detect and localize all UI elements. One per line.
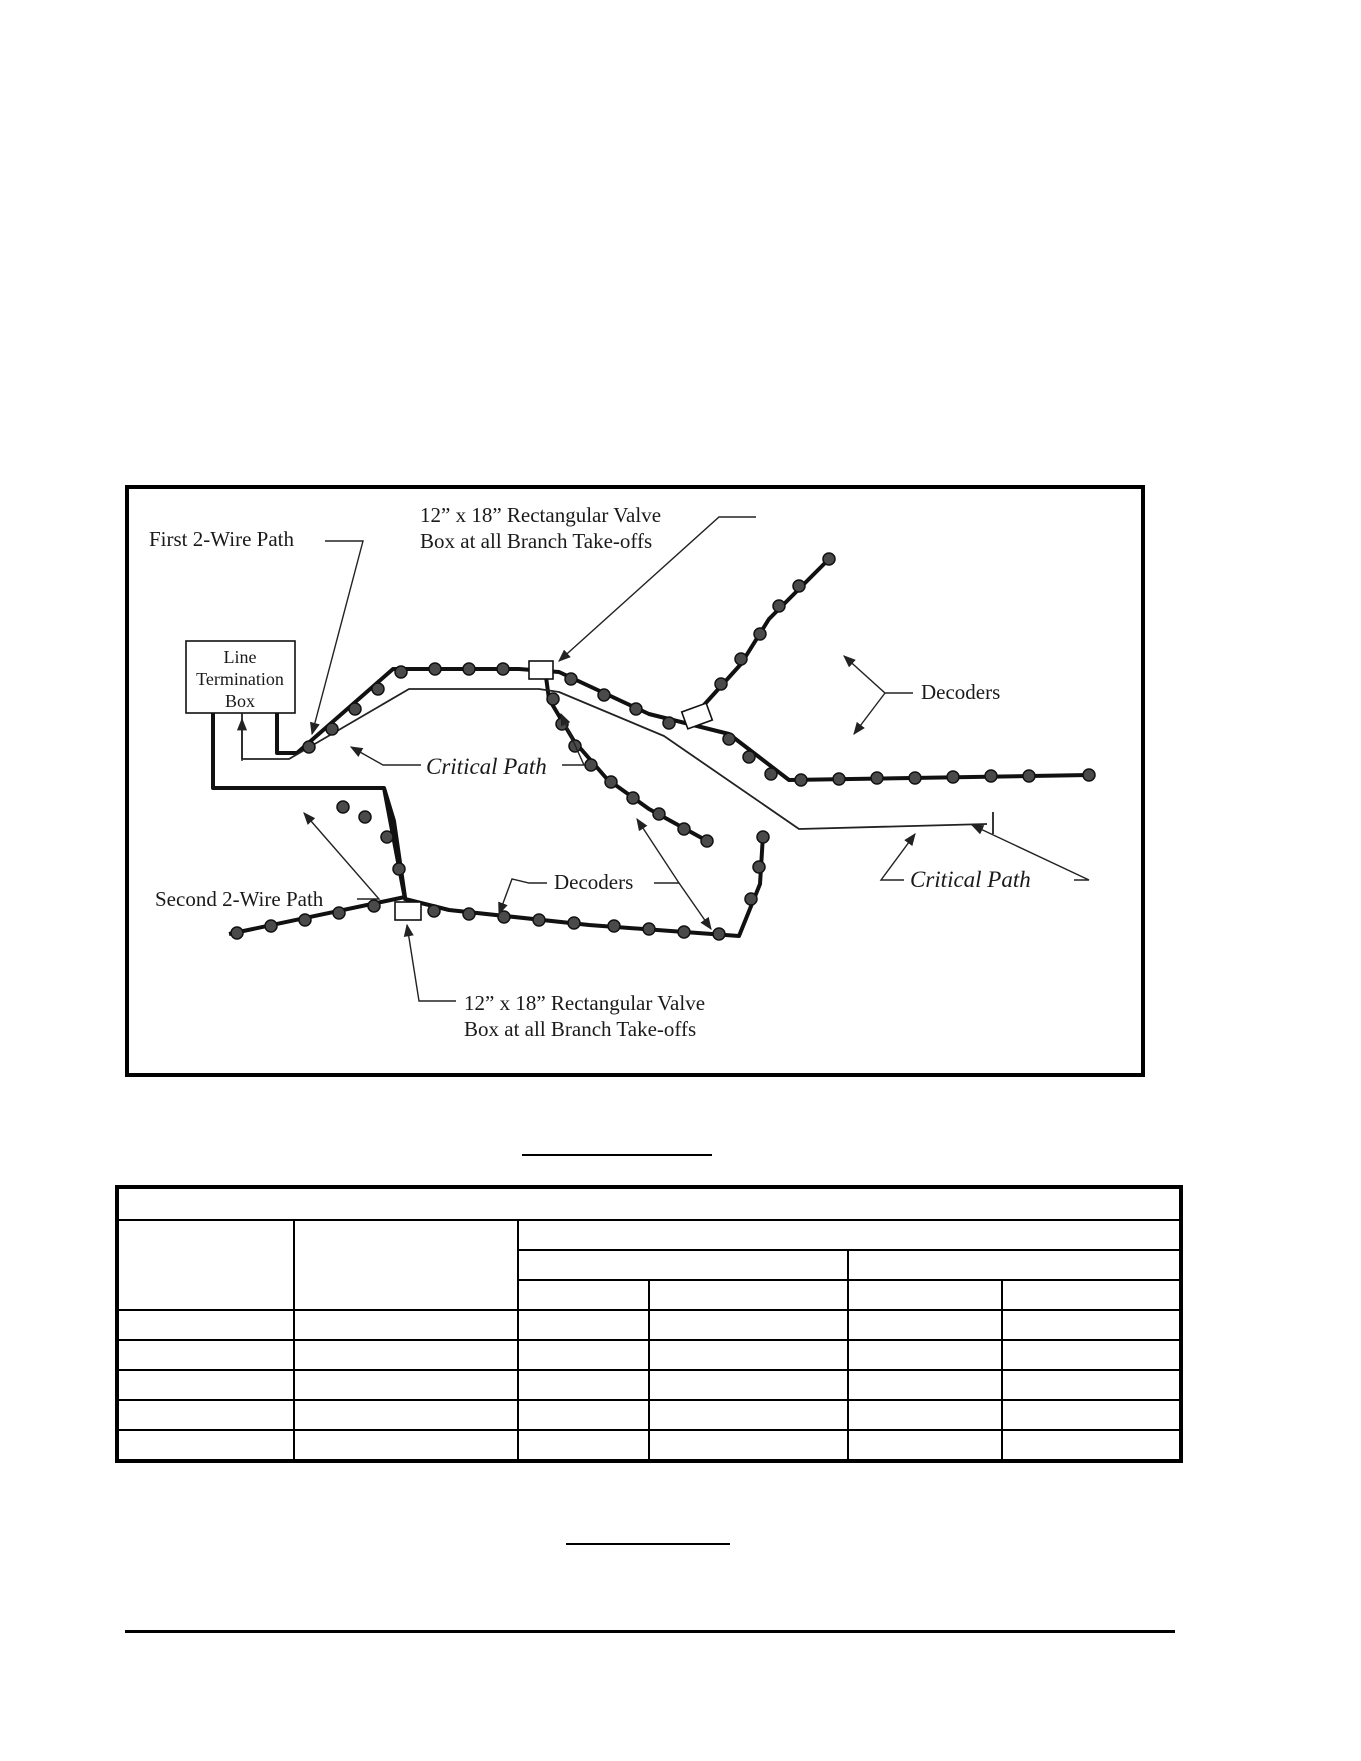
leader-decoders-bottom-2	[637, 819, 679, 883]
footer-rule	[125, 1630, 1175, 1633]
table-cell	[848, 1370, 1003, 1400]
table-header-cell	[848, 1280, 1003, 1310]
table-cell	[649, 1340, 848, 1370]
table-cell	[1002, 1430, 1181, 1461]
first-path-label: First 2-Wire Path	[149, 527, 294, 551]
two-wire-layout-diagram	[129, 489, 1141, 1073]
decoder	[368, 900, 380, 912]
decoder	[428, 905, 440, 917]
table-cell	[848, 1340, 1003, 1370]
table-header-cell	[649, 1280, 848, 1310]
table-cell	[848, 1310, 1003, 1340]
decoder	[627, 792, 639, 804]
table-header-cell	[518, 1220, 1181, 1250]
valve-box-1	[529, 661, 553, 679]
decoder	[349, 703, 361, 715]
second-path-label: Second 2-Wire Path	[155, 887, 324, 911]
table-cell	[1002, 1400, 1181, 1430]
table-cell	[117, 1400, 294, 1430]
table-title-row	[117, 1187, 1181, 1220]
decoder	[773, 600, 785, 612]
decoder	[985, 770, 997, 782]
ltb-label-3: Box	[224, 691, 256, 711]
table-header-cell	[518, 1250, 847, 1280]
decoder	[605, 776, 617, 788]
table-row	[117, 1400, 1181, 1430]
decoder	[1023, 770, 1035, 782]
decoder	[871, 772, 883, 784]
decoder	[333, 907, 345, 919]
decoder	[565, 673, 577, 685]
decoder	[947, 771, 959, 783]
table-row	[117, 1310, 1181, 1340]
table-cell	[294, 1430, 519, 1461]
table-cell	[649, 1310, 848, 1340]
table-cell	[649, 1370, 848, 1400]
valve-box-top-label-2: Box at all Branch Take-offs	[420, 529, 653, 553]
table-row	[117, 1340, 1181, 1370]
valve-box-2	[682, 703, 713, 729]
decoder	[326, 723, 338, 735]
decoder	[795, 774, 807, 786]
decoder	[643, 923, 655, 935]
second-path-main-run	[384, 788, 763, 936]
table-cell	[518, 1400, 648, 1430]
leader-critical-1-right	[561, 714, 584, 765]
table-cell	[1002, 1310, 1181, 1340]
table-row	[117, 1430, 1181, 1461]
decoder	[753, 861, 765, 873]
decoder	[429, 663, 441, 675]
decoder	[381, 831, 393, 843]
table-cell	[518, 1310, 648, 1340]
table-cell	[294, 1310, 519, 1340]
decoder	[678, 926, 690, 938]
decoder	[547, 693, 559, 705]
decoder	[598, 689, 610, 701]
table-cell	[1002, 1370, 1181, 1400]
decoder	[663, 717, 675, 729]
decoder	[630, 703, 642, 715]
ltb-label-2: Termination	[196, 669, 284, 689]
decoder	[793, 580, 805, 592]
table-header-cell	[518, 1280, 648, 1310]
decoder	[909, 772, 921, 784]
leader-decoders-right-1	[844, 656, 913, 693]
table-cell	[294, 1370, 519, 1400]
data-table	[115, 1185, 1183, 1463]
table-cell	[294, 1340, 519, 1370]
decoder	[608, 920, 620, 932]
table-cell	[848, 1430, 1003, 1461]
decoder	[723, 733, 735, 745]
table-cell	[649, 1430, 848, 1461]
table-cell	[518, 1430, 648, 1461]
diagram-frame	[125, 485, 1145, 1077]
decoder	[678, 823, 690, 835]
decoder	[823, 553, 835, 565]
decoders-right-label: Decoders	[921, 680, 1001, 704]
decoder	[757, 831, 769, 843]
decoder	[765, 768, 777, 780]
leader-critical-1-left	[351, 747, 421, 765]
table-header-cell	[1002, 1280, 1181, 1310]
table-cell	[518, 1340, 648, 1370]
valve-box-bottom-label-2: Box at all Branch Take-offs	[464, 1017, 697, 1041]
figure-caption-underline	[522, 1154, 712, 1156]
table-cell	[518, 1370, 648, 1400]
table-title-cell	[117, 1187, 1181, 1220]
decoder	[463, 908, 475, 920]
decoder	[833, 773, 845, 785]
decoder	[1083, 769, 1095, 781]
table-header-cell	[117, 1220, 294, 1310]
decoder	[533, 914, 545, 926]
critical-path-label-2: Critical Path	[910, 867, 1031, 892]
table-header-cell	[294, 1220, 519, 1310]
decoder	[568, 917, 580, 929]
decoder	[372, 683, 384, 695]
decoder	[715, 678, 727, 690]
table-cell	[117, 1310, 294, 1340]
decoder	[653, 808, 665, 820]
decoders-bottom-label: Decoders	[554, 870, 634, 894]
decoder	[463, 663, 475, 675]
table-header-row	[117, 1220, 1181, 1250]
leaders-group	[242, 517, 1089, 1001]
leader-decoders-bottom-3	[679, 883, 711, 929]
decoder	[585, 759, 597, 771]
decoder	[745, 893, 757, 905]
table-header-cell	[848, 1250, 1181, 1280]
valve-box-bottom-label-1: 12” x 18” Rectangular Valve	[464, 991, 706, 1015]
table-cell	[294, 1400, 519, 1430]
decoder	[265, 920, 277, 932]
decoder	[395, 666, 407, 678]
decoder	[743, 751, 755, 763]
table-cell	[117, 1340, 294, 1370]
decoder	[735, 653, 747, 665]
decoder	[497, 663, 509, 675]
critical-path-label-1: Critical Path	[426, 754, 547, 779]
table-caption-underline	[566, 1543, 730, 1545]
leader-valve-box-bottom	[407, 925, 456, 1001]
ltb-label-1: Line	[223, 647, 257, 667]
table-row	[117, 1370, 1181, 1400]
table-cell	[117, 1430, 294, 1461]
leader-decoders-bottom-1	[499, 879, 547, 914]
table-cell	[848, 1400, 1003, 1430]
decoder	[754, 628, 766, 640]
leader-decoders-right-2	[854, 693, 885, 734]
table-cell	[649, 1400, 848, 1430]
table-cell	[1002, 1340, 1181, 1370]
decoder	[701, 835, 713, 847]
valve-box-3	[395, 902, 421, 920]
decoder	[231, 927, 243, 939]
table-cell	[117, 1370, 294, 1400]
decoder	[359, 811, 371, 823]
decoder	[713, 928, 725, 940]
decoder	[299, 914, 311, 926]
valve-box-top-label-1: 12” x 18” Rectangular Valve	[420, 503, 662, 527]
decoder	[337, 801, 349, 813]
decoder	[393, 863, 405, 875]
decoder	[303, 741, 315, 753]
branch-down-wire	[546, 677, 709, 842]
